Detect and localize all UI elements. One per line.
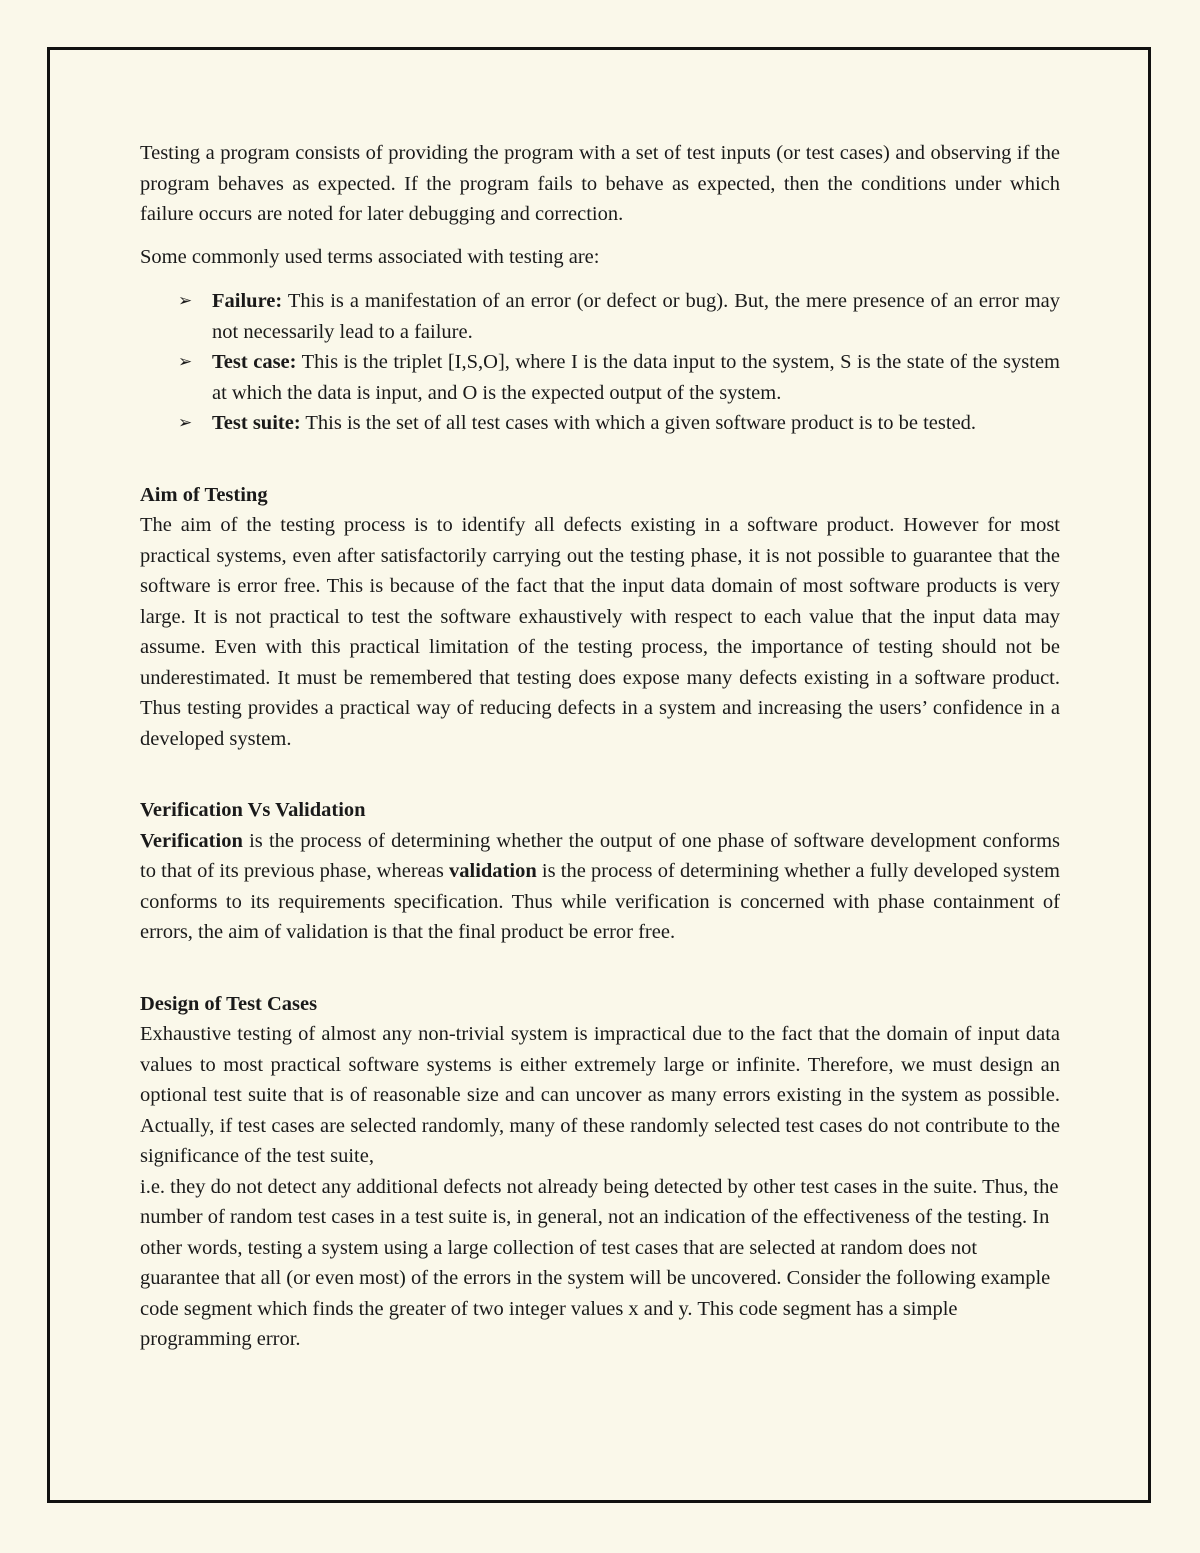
paragraph-text: is the process of determining whether the output of one phase of software development conforms to that of its previous phase, whereas — [140, 829, 1060, 882]
term-label: Test case: — [212, 351, 297, 373]
paragraph-text: is the process of determining whether a fully developed system conforms to its requirements specification. Thus while verification is concerned with phase containment of errors, the aim of validation is that the final product be error free. — [140, 860, 1060, 943]
section-paragraph — [140, 826, 1060, 948]
design-section — [140, 989, 1060, 1355]
section-heading: Aim of Testing — [140, 483, 268, 506]
term-definition: This is a manifestation of an error (or defect or bug). But, the mere presence of an error may not necessarily lead to a failure. — [212, 290, 1060, 343]
intro-paragraph: Testing a program consists of providing the program with a set of test inputs (or test cases) and observing if the program behaves as expected. If the program fails to behave as expected, then the conditions under which failure occurs are noted for later debugging and correction. — [140, 142, 1060, 225]
section-heading: Design of Test Cases — [140, 992, 318, 1015]
list-item — [140, 408, 1060, 439]
term-label: Failure: — [212, 290, 283, 312]
section-heading: Verification Vs Validation — [140, 799, 366, 821]
section-paragraph: i.e. they do not detect any additional defects not already being detected by other test cases in the suite. Thus, the number of random test cases in a test suite is, in general, not an indication of the effectiveness of the testing. In other words, testing a system using a large collection of test cases that are selected at random does not guarantee that all (or even most) of the errors in the system will be uncovered. Consider the following example code segment which finds the greater of two integer values x and y. This code segment has a simple programming error. — [140, 1175, 1059, 1350]
terms-list — [140, 286, 1060, 439]
term-label: Test suite: — [212, 412, 301, 434]
bold-term: validation — [449, 860, 537, 882]
list-item — [140, 286, 1060, 347]
arrow-bullet-icon: ➢ — [178, 291, 193, 311]
aim-section — [140, 480, 1060, 755]
terms-intro: Some commonly used terms associated with testing are: — [140, 245, 600, 268]
arrow-bullet-icon: ➢ — [178, 413, 193, 433]
bold-term: Verification — [140, 829, 243, 852]
list-item — [140, 347, 1060, 408]
document-body — [140, 138, 1060, 1355]
term-definition: This is the triplet [I,S,O], where I is the data input to the system, S is the state of the system at which the data is input, and O is the expected output of the system. — [212, 351, 1060, 404]
section-paragraph: The aim of the testing process is to identify all defects existing in a software product. However for most practical systems, even after satisfactorily carrying out the testing phase, it is not possible to guarantee that the software is error free. This is because of the fact that the input data domain of most software products is very large. It is not practical to test the software exhaustively with respect to each value that the input data may assume. Even with this practical limitation of the testing process, the importance of testing should not be underestimated. It must be remembered that testing does expose many defects existing in a software product. Thus testing provides a practical way of reducing defects in a system and increasing the users’ confidence in a developed system. — [140, 514, 1060, 750]
verification-section — [140, 795, 1060, 948]
arrow-bullet-icon: ➢ — [178, 352, 193, 372]
term-definition: This is the set of all test cases with which a given software product is to be tested. — [300, 412, 977, 434]
section-paragraph: Exhaustive testing of almost any non-trivial system is impractical due to the fact that the domain of input data values to most practical software systems is either extremely large or infinite. Therefore, we must design an optional test suite that is of reasonable size and can uncover as many errors existing in the system as possible. Actually, if test cases are selected randomly, many of these randomly selected test cases do not contribute to the significance of the test suite, — [140, 1023, 1060, 1167]
